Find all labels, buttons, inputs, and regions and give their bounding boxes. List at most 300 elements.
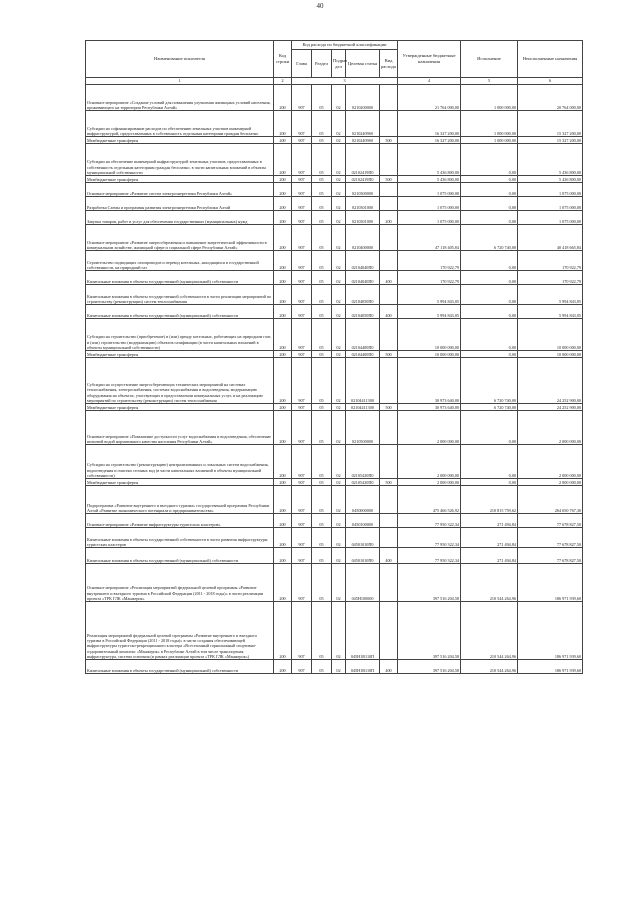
row-razdel: 05 [312, 225, 332, 251]
row-neispolneno: 2 000 000,00 [518, 445, 583, 479]
row-glava: 907 [292, 197, 312, 211]
row-utverzhdeno: 5 994 843,05 [398, 285, 461, 305]
row-vid-rashoda: 500 [380, 137, 398, 144]
table-row [86, 548, 583, 564]
row-glava: 907 [292, 548, 312, 564]
row-vid-rashoda [380, 197, 398, 211]
row-ispolnenie: 1 000 000,00 [461, 85, 518, 111]
row-razdel: 05 [312, 528, 332, 548]
row-neispolneno: 77 678 827,50 [518, 548, 583, 564]
row-code: 200 [274, 514, 292, 528]
row-vid-rashoda: 200 [380, 211, 398, 225]
row-code: 200 [274, 411, 292, 445]
row-glava: 907 [292, 144, 312, 176]
table-row [86, 528, 583, 548]
row-razdel: 05 [312, 602, 332, 660]
row-code: 200 [274, 602, 292, 660]
row-ispolnenie: 0,00 [461, 411, 518, 445]
row-neispolneno: 5 994 843,05 [518, 305, 583, 319]
row-ispolnenie: 0,00 [461, 319, 518, 351]
row-name: Капитальные вложения в объекты государственной (муниципальной) собственности [86, 271, 274, 285]
row-code: 200 [274, 358, 292, 404]
header-podrazdel: Подраз дел [332, 50, 346, 78]
row-podrazdel: 02 [332, 564, 346, 602]
row-podrazdel: 02 [332, 528, 346, 548]
row-razdel: 05 [312, 211, 332, 225]
row-name: Разработка Схемы и программы развития электроэнергетики Республики Алтай [86, 197, 274, 211]
table-row [86, 271, 583, 285]
row-name: Строительство подводящих газопроводов и перевод котельных, находящихся в государственной собственности, на природный газ [86, 251, 274, 271]
row-code: 200 [274, 225, 292, 251]
row-utverzhdeno: 475 466 526,92 [398, 486, 461, 514]
table-row [86, 183, 583, 197]
table-row [86, 111, 583, 137]
row-vid-rashoda [380, 564, 398, 602]
row-cel-statya: 02102419П0 [346, 176, 380, 183]
row-cel-statya: 02104411300 [346, 404, 380, 411]
row-glava: 907 [292, 479, 312, 486]
row-cel-statya: 045Н1R110П [346, 602, 380, 660]
row-neispolneno: 2 000 000,00 [518, 411, 583, 445]
row-vid-rashoda [380, 445, 398, 479]
row-podrazdel: 02 [332, 602, 346, 660]
row-name: Основное мероприятие «Создание условий для повышения улучшения жилищных условий населения, проживающего на территории Республики Алтай» [86, 85, 274, 111]
row-code: 200 [274, 404, 292, 411]
row-podrazdel: 02 [332, 183, 346, 197]
row-glava: 907 [292, 528, 312, 548]
row-name: Закупка товаров, работ и услуг для обеспечения государственных (муниципальных) нужд [86, 211, 274, 225]
header-kod-stroki: Код строки [274, 41, 292, 78]
row-glava: 907 [292, 564, 312, 602]
row-code: 200 [274, 319, 292, 351]
row-neispolneno: 15 327 200,00 [518, 137, 583, 144]
row-razdel: 05 [312, 85, 332, 111]
row-podrazdel: 02 [332, 514, 346, 528]
row-ispolnenie: 271 494,84 [461, 548, 518, 564]
row-cel-statya: 02102409S0 [346, 137, 380, 144]
page-number: 40 [316, 2, 324, 10]
row-podrazdel: 02 [332, 548, 346, 564]
row-code: 200 [274, 479, 292, 486]
row-code: 200 [274, 285, 292, 305]
row-vid-rashoda: 500 [380, 176, 398, 183]
header-razdel: Раздел [312, 50, 332, 78]
row-utverzhdeno: 2 000 000,00 [398, 445, 461, 479]
row-razdel: 05 [312, 285, 332, 305]
row-utverzhdeno: 16 327 200,00 [398, 111, 461, 137]
row-name: Субсидии на обеспечение инженерной инфраструктурой земельных участков, предоставленных в собственность отдельным категориям граждан бесплатно, в части капитальных вложений в объекты муниципальной собственности [86, 144, 274, 176]
row-ispolnenie: 0,00 [461, 285, 518, 305]
column-number: 4 [398, 78, 461, 85]
row-cel-statya: 02104040П0 [346, 251, 380, 271]
row-neispolneno: 77 678 827,50 [518, 528, 583, 548]
row-cel-statya: 02105420П0 [346, 479, 380, 486]
row-cel-statya: 02102409S0 [346, 111, 380, 137]
row-glava: 907 [292, 271, 312, 285]
row-utverzhdeno: 397 516 204,58 [398, 564, 461, 602]
row-utverzhdeno: 30 973 640,00 [398, 404, 461, 411]
row-ispolnenie: 0,00 [461, 351, 518, 358]
row-glava: 907 [292, 404, 312, 411]
row-ispolnenie: 0,00 [461, 183, 518, 197]
row-code: 200 [274, 144, 292, 176]
row-name: Основное мероприятие «Развитие инфраструктуры туристских кластеров» [86, 514, 274, 528]
row-vid-rashoda: 400 [380, 271, 398, 285]
row-vid-rashoda [380, 528, 398, 548]
row-name: Межбюджетные трансферты [86, 404, 274, 411]
row-utverzhdeno: 2 000 000,00 [398, 411, 461, 445]
row-cel-statya: 02104040П0 [346, 271, 380, 285]
row-vid-rashoda: 500 [380, 479, 398, 486]
row-razdel: 05 [312, 404, 332, 411]
column-number: 2 [274, 78, 292, 85]
row-ispolnenie: 0,00 [461, 176, 518, 183]
row-name: Подпрограмма «Развитие внутреннего и въездного туризма» государственной программы Республики Алтай «Развитие экономического потенциала и предпринимательства» [86, 486, 274, 514]
row-glava: 907 [292, 514, 312, 528]
row-vid-rashoda [380, 602, 398, 660]
row-name: Субсидии на строительство (реконструкцию) централизованных и локальных систем водоснабжения, водоотведения и очистки сточных вод (в части капитальных вложений в объекты муниципальной собственности) [86, 445, 274, 479]
row-name: Межбюджетные трансферты [86, 479, 274, 486]
header-cel-statya: Целевая статья [346, 50, 380, 78]
row-neispolneno: 10 000 000,00 [518, 319, 583, 351]
row-neispolneno: 186 971 939,60 [518, 564, 583, 602]
row-utverzhdeno: 5 436 800,00 [398, 176, 461, 183]
row-razdel: 05 [312, 564, 332, 602]
header-ispolnenie: Исполнение [461, 41, 518, 78]
row-glava: 907 [292, 411, 312, 445]
row-razdel: 05 [312, 305, 332, 319]
row-cel-statya: 02104411300 [346, 358, 380, 404]
table-row [86, 137, 583, 144]
row-utverzhdeno: 10 000 000,00 [398, 319, 461, 351]
row-glava: 907 [292, 602, 312, 660]
row-podrazdel: 02 [332, 271, 346, 285]
row-utverzhdeno: 5 436 800,00 [398, 144, 461, 176]
row-code: 200 [274, 85, 292, 111]
row-name: Субсидии на софинансирование расходов по обеспечению земельных участков инженерной инфраструктурой, предоставленных в собственность отдельным категориям граждан бесплатно [86, 111, 274, 137]
row-utverzhdeno: 1 075 000,00 [398, 211, 461, 225]
row-razdel: 05 [312, 271, 332, 285]
row-vid-rashoda [380, 85, 398, 111]
row-podrazdel: 02 [332, 404, 346, 411]
row-ispolnenie: 0,00 [461, 445, 518, 479]
row-podrazdel: 02 [332, 319, 346, 351]
row-razdel: 05 [312, 514, 332, 528]
table-row [86, 144, 583, 176]
row-razdel: 05 [312, 351, 332, 358]
row-vid-rashoda [380, 285, 398, 305]
column-number: 1 [86, 78, 274, 85]
row-glava: 907 [292, 445, 312, 479]
row-ispolnenie: 6 720 740,00 [461, 358, 518, 404]
row-podrazdel: 02 [332, 285, 346, 305]
row-razdel: 05 [312, 197, 332, 211]
table-row [86, 358, 583, 404]
row-code: 200 [274, 528, 292, 548]
row-code: 200 [274, 564, 292, 602]
row-code: 200 [274, 211, 292, 225]
row-vid-rashoda: 400 [380, 305, 398, 319]
row-ispolnenie: 0,00 [461, 144, 518, 176]
row-name: Реализация мероприятий федеральной целевой программы «Развитие внутреннего и въездного туризма в Российской Федерации (2011 - 2018 годы)» в части создания обеспечивающей инфраструктуры туристско-рекреационного кластера «Всесезонный горнолыжный спортивно-оздоровительный комплекс «Манжерок» в Республике Алтай в том числе транспортная инфраструктура, система освоения (в рамках реализации проекта «ТРК ГЛК «Манжерок») [86, 602, 274, 660]
row-neispolneno: 1 075 000,00 [518, 211, 583, 225]
row-utverzhdeno: 77 950 322,34 [398, 514, 461, 528]
header-vid-rashoda: Вид расхода [380, 50, 398, 78]
row-razdel: 05 [312, 137, 332, 144]
row-code: 200 [274, 305, 292, 319]
row-name: Межбюджетные трансферты [86, 351, 274, 358]
row-podrazdel: 02 [332, 85, 346, 111]
table-row [86, 564, 583, 602]
row-podrazdel: 02 [332, 411, 346, 445]
table-row [86, 411, 583, 445]
row-code: 200 [274, 197, 292, 211]
row-code: 200 [274, 251, 292, 271]
row-neispolneno: 20 764 000,00 [518, 85, 583, 111]
row-razdel: 05 [312, 111, 332, 137]
row-razdel: 05 [312, 144, 332, 176]
row-code: 200 [274, 548, 292, 564]
row-cel-statya: 02102419П0 [346, 144, 380, 176]
row-ispolnenie: 0,00 [461, 251, 518, 271]
row-vid-rashoda [380, 225, 398, 251]
row-ispolnenie: 1 000 000,00 [461, 137, 518, 144]
row-glava: 907 [292, 660, 312, 674]
row-razdel: 05 [312, 358, 332, 404]
row-utverzhdeno: 170 922,79 [398, 251, 461, 271]
row-utverzhdeno: 1 075 000,00 [398, 183, 461, 197]
row-name: Основное мероприятие «Реализация мероприятий федеральной целевой программы «Развитие внутреннего и въездного туризма в Российской Федерации (2011 - 2018 годы)» в части реализации проекта «ТРК ГЛК «Манжерок» [86, 564, 274, 602]
row-utverzhdeno: 21 764 000,00 [398, 85, 461, 111]
row-code: 200 [274, 176, 292, 183]
row-utverzhdeno: 77 950 322,34 [398, 548, 461, 564]
row-code: 200 [274, 660, 292, 674]
row-vid-rashoda [380, 514, 398, 528]
column-numbers-row [86, 78, 583, 85]
row-utverzhdeno: 77 950 322,34 [398, 528, 461, 548]
header-budget-classification: Код расхода по бюджетной классификации [292, 41, 398, 50]
row-vid-rashoda: 500 [380, 351, 398, 358]
row-razdel: 05 [312, 660, 332, 674]
row-ispolnenie: 0,00 [461, 211, 518, 225]
row-podrazdel: 02 [332, 211, 346, 225]
table-row [86, 85, 583, 111]
row-ispolnenie: 0,00 [461, 305, 518, 319]
row-glava: 907 [292, 486, 312, 514]
row-code: 200 [274, 271, 292, 285]
row-name: Основное мероприятие «Повышение доступности услуг водоснабжения и водоотведения, обеспечение питьевой водой нормативного качества населения Республики Алтай» [86, 411, 274, 445]
row-podrazdel: 02 [332, 144, 346, 176]
table-row [86, 404, 583, 411]
row-glava: 907 [292, 351, 312, 358]
header-glava: Глава [292, 50, 312, 78]
row-vid-rashoda: 400 [380, 548, 398, 564]
row-podrazdel: 02 [332, 176, 346, 183]
row-cel-statya: 0450000000 [346, 486, 380, 514]
row-ispolnenie: 6 720 740,00 [461, 225, 518, 251]
row-utverzhdeno: 30 973 640,00 [398, 358, 461, 404]
row-ispolnenie: 0,00 [461, 271, 518, 285]
row-neispolneno: 15 327 200,00 [518, 111, 583, 137]
row-ispolnenie: 210 544 264,96 [461, 564, 518, 602]
row-glava: 907 [292, 358, 312, 404]
row-cel-statya: 0210300000 [346, 183, 380, 197]
row-neispolneno: 5 436 800,00 [518, 176, 583, 183]
row-vid-rashoda [380, 411, 398, 445]
row-podrazdel: 02 [332, 479, 346, 486]
row-neispolneno: 5 436 800,00 [518, 144, 583, 176]
table-row [86, 319, 583, 351]
table-body [86, 85, 583, 674]
row-neispolneno: 40 418 665,84 [518, 225, 583, 251]
row-name: Основное мероприятие «Развитие систем электроэнергетики Республики Алтай» [86, 183, 274, 197]
table-row [86, 514, 583, 528]
row-podrazdel: 02 [332, 111, 346, 137]
row-podrazdel: 02 [332, 486, 346, 514]
row-razdel: 05 [312, 183, 332, 197]
table-row [86, 445, 583, 479]
row-cel-statya: 0450100000 [346, 514, 380, 528]
row-name: Субсидии на строительство (приобретение) и (или) аренду котельных, работающих на природном газе, и (или) строительство (модернизацию) объектов газификации (в части капитальных вложений в объекты муниципальной собственности) [86, 319, 274, 351]
row-razdel: 05 [312, 548, 332, 564]
table-row [86, 176, 583, 183]
row-name: Межбюджетные трансферты [86, 137, 274, 144]
row-utverzhdeno: 2 000 000,00 [398, 479, 461, 486]
row-vid-rashoda [380, 486, 398, 514]
row-podrazdel: 02 [332, 660, 346, 674]
row-razdel: 05 [312, 411, 332, 445]
row-razdel: 05 [312, 445, 332, 479]
row-name: Капитальные вложения в объекты государственной (муниципальной) собственности [86, 305, 274, 319]
table-row [86, 351, 583, 358]
row-podrazdel: 02 [332, 137, 346, 144]
row-razdel: 05 [312, 479, 332, 486]
row-neispolneno: 170 922,79 [518, 251, 583, 271]
table-row [86, 251, 583, 271]
row-neispolneno: 24 252 900,00 [518, 404, 583, 411]
row-name: Основное мероприятие «Развитие энергосбережения и повышение энергетической эффективности в коммунальном хозяйстве, жилищной сфере и социальной сфере Республики Алтай» [86, 225, 274, 251]
row-neispolneno: 24 252 900,00 [518, 358, 583, 404]
row-neispolneno: 186 971 939,60 [518, 602, 583, 660]
row-utverzhdeno: 397 516 204,58 [398, 660, 461, 674]
header-name: Наименование показателя [86, 41, 274, 78]
row-ispolnenie: 210 544 264,96 [461, 660, 518, 674]
header-neispolneno: Неисполненные назначения [518, 41, 583, 78]
row-code: 200 [274, 351, 292, 358]
row-neispolneno: 264 650 767,30 [518, 486, 583, 514]
table-row [86, 305, 583, 319]
row-podrazdel: 02 [332, 197, 346, 211]
row-vid-rashoda [380, 319, 398, 351]
table-row [86, 285, 583, 305]
row-cel-statya: 02104050П0 [346, 285, 380, 305]
row-cel-statya: 04501010П0 [346, 528, 380, 548]
row-code: 200 [274, 445, 292, 479]
row-glava: 907 [292, 319, 312, 351]
budget-table [85, 40, 583, 674]
column-number: 5 [461, 78, 518, 85]
row-ispolnenie: 1 000 000,00 [461, 111, 518, 137]
row-code: 200 [274, 137, 292, 144]
row-ispolnenie: 210 815 759,62 [461, 486, 518, 514]
row-vid-rashoda [380, 111, 398, 137]
table-row [86, 660, 583, 674]
row-podrazdel: 02 [332, 445, 346, 479]
row-cel-statya: 02104400П0 [346, 319, 380, 351]
row-vid-rashoda [380, 183, 398, 197]
row-cel-statya: 02104050П0 [346, 305, 380, 319]
row-podrazdel: 02 [332, 305, 346, 319]
row-name: Капитальные вложения в объекты государственной собственности в части реализации мероприятий по строительству (реконструкции) систем теплоснабжения [86, 285, 274, 305]
row-podrazdel: 02 [332, 225, 346, 251]
row-neispolneno: 186 971 939,60 [518, 660, 583, 674]
table-row [86, 486, 583, 514]
row-glava: 907 [292, 137, 312, 144]
header-utverzhdeno: Утвержденные бюджетные назначения [398, 41, 461, 78]
row-ispolnenie: 6 720 740,00 [461, 404, 518, 411]
row-name: Капитальные вложения в объекты государственной (муниципальной) собственности [86, 548, 274, 564]
row-neispolneno: 1 075 000,00 [518, 197, 583, 211]
row-vid-rashoda [380, 144, 398, 176]
table-row [86, 602, 583, 660]
row-name: Межбюджетные трансферты [86, 176, 274, 183]
row-cel-statya: 0210400000 [346, 225, 380, 251]
row-name: Капитальные вложения в объекты государственной (муниципальной) собственности [86, 660, 274, 674]
row-ispolnenie: 271 494,84 [461, 528, 518, 548]
column-number: 6 [518, 78, 583, 85]
row-cel-statya: 0210200000 [346, 85, 380, 111]
row-glava: 907 [292, 176, 312, 183]
row-vid-rashoda: 500 [380, 404, 398, 411]
row-vid-rashoda [380, 251, 398, 271]
row-neispolneno: 10 000 000,00 [518, 351, 583, 358]
row-ispolnenie: 0,00 [461, 197, 518, 211]
row-neispolneno: 2 000 000,00 [518, 479, 583, 486]
row-cel-statya: 0210301000 [346, 211, 380, 225]
row-neispolneno: 1 075 000,00 [518, 183, 583, 197]
row-razdel: 05 [312, 319, 332, 351]
table-row [86, 479, 583, 486]
row-utverzhdeno: 170 922,79 [398, 271, 461, 285]
row-cel-statya: 045Н100000 [346, 564, 380, 602]
row-vid-rashoda [380, 358, 398, 404]
row-glava: 907 [292, 111, 312, 137]
row-podrazdel: 02 [332, 251, 346, 271]
row-ispolnenie: 271 494,84 [461, 514, 518, 528]
row-razdel: 05 [312, 486, 332, 514]
table-row [86, 197, 583, 211]
row-code: 200 [274, 183, 292, 197]
table-row [86, 211, 583, 225]
row-podrazdel: 02 [332, 358, 346, 404]
row-cel-statya: 045Н1R110П [346, 660, 380, 674]
row-podrazdel: 02 [332, 351, 346, 358]
row-razdel: 05 [312, 251, 332, 271]
row-cel-statya: 02104400П0 [346, 351, 380, 358]
row-utverzhdeno: 16 327 200,00 [398, 137, 461, 144]
row-glava: 907 [292, 85, 312, 111]
row-glava: 907 [292, 225, 312, 251]
row-ispolnenie: 210 544 264,96 [461, 602, 518, 660]
row-utverzhdeno: 1 075 000,00 [398, 197, 461, 211]
row-utverzhdeno: 397 516 204,58 [398, 602, 461, 660]
column-number: 3 [292, 78, 398, 85]
table-row [86, 225, 583, 251]
row-utverzhdeno: 10 000 000,00 [398, 351, 461, 358]
row-glava: 907 [292, 183, 312, 197]
row-vid-rashoda: 400 [380, 660, 398, 674]
row-cel-statya: 0210301000 [346, 197, 380, 211]
